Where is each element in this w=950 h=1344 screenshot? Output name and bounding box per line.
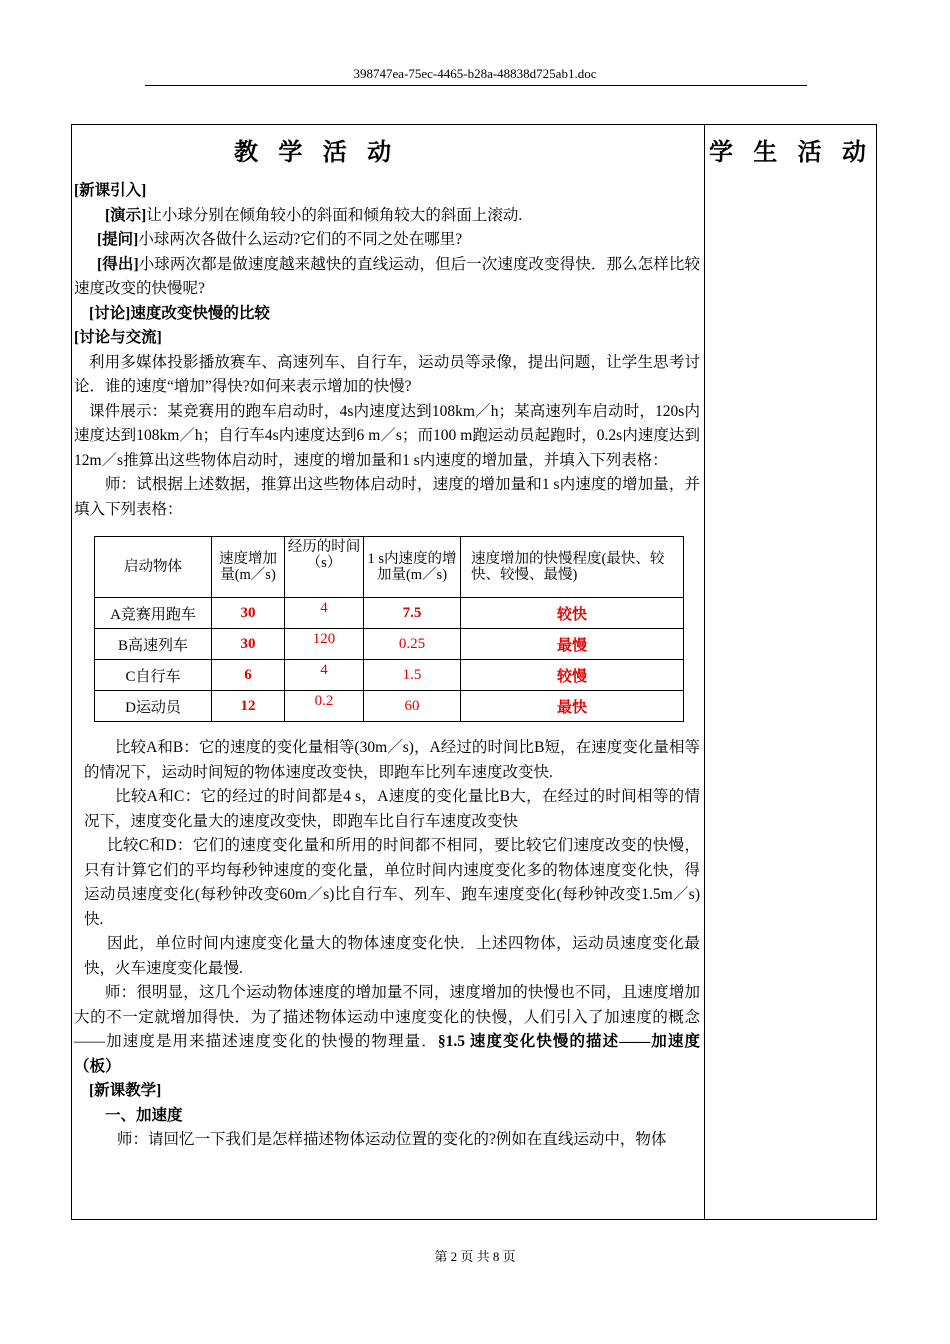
compare-cd-paragraph: 比较C和D：它们的速度变化量和所用的时间都不相同，要比较它们速度改变的快慢，只有计算它们的平均每秒钟速度的变化量，单位时间内速度变化多的物体速度变化快，得运动员速度变化(每秒钟改变60m／s)比自行车、列车、跑车速度变化(每秒钟改变1.5m／s)快. — [84, 837, 700, 928]
demo-text: 让小球分别在倾角较小的斜面和倾角较大的斜面上滚动. — [146, 206, 523, 224]
header-speed-increase: 速度增加量(m／s) — [212, 537, 285, 598]
recall-paragraph: 师：请回忆一下我们是怎样描述物体运动位置的变化的?例如在直线运动中，物体 — [117, 1131, 667, 1148]
student-activity-column — [705, 125, 876, 1219]
cell-object: D运动员 — [95, 691, 212, 722]
document-filename: 398747ea-75ec-4465-b28a-48838d725ab1.doc — [353, 66, 597, 81]
demo-paragraph — [74, 204, 700, 229]
conclusion-tag: [得出] — [97, 255, 139, 273]
table-header-row — [95, 537, 684, 598]
teacher-activity-column — [72, 125, 704, 1219]
section-title-acceleration: §1.5 速度变化快慢的描述——加速度（板） — [74, 1033, 700, 1075]
summary-paragraph: 因此，单位时间内速度变化量大的物体速度变化快．上述四物体，运动员速度变化最快，火车速度变化最慢. — [84, 935, 700, 977]
table-row — [95, 660, 684, 691]
cell-per-second: 1.5 — [364, 660, 461, 691]
table-row — [95, 598, 684, 629]
teacher-explanation-paragraph — [74, 981, 700, 1079]
cell-time: 4 — [285, 660, 364, 691]
cell-degree: 最快 — [461, 691, 684, 722]
teacher-activity-title: 教 学 活 动 — [234, 138, 398, 166]
question-text: 小球两次各做什么运动?它们的不同之处在哪里? — [138, 231, 463, 248]
multimedia-paragraph: 利用多媒体投影播放赛车、高速列车、自行车，运动员等录像，提出问题，让学生思考讨论．谁的速度“增加”得快?如何来表示增加的快慢? — [74, 353, 700, 395]
cell-degree: 较快 — [461, 598, 684, 629]
cell-per-second: 60 — [364, 691, 461, 722]
table-row — [95, 629, 684, 660]
header-rate-degree: 速度增加的快慢程度(最快、较快、较慢、最慢) — [461, 537, 684, 598]
cell-speed-increase: 12 — [212, 691, 285, 722]
section-intro-label: [新课引入] — [74, 182, 147, 199]
cell-degree: 较慢 — [461, 660, 684, 691]
discussion-heading: [讨论]速度改变快慢的比较 — [89, 304, 270, 322]
question-paragraph — [74, 228, 700, 253]
header-object: 启动物体 — [95, 537, 212, 598]
acceleration-heading: 一、加速度 — [105, 1106, 183, 1124]
cell-time: 0.2 — [285, 691, 364, 722]
conclusion-text: 小球两次都是做速度越来越快的直线运动，但后一次速度改变得快．那么怎样比较速度改变的快慢呢? — [74, 255, 700, 297]
cell-speed-increase: 30 — [212, 629, 285, 660]
header-per-second-increase: 1 s内速度的增加量(m／s) — [364, 537, 461, 598]
demo-tag: [演示] — [105, 206, 147, 224]
cell-per-second: 0.25 — [364, 629, 461, 660]
cell-speed-increase: 30 — [212, 598, 285, 629]
cell-object: B高速列车 — [95, 629, 212, 660]
cell-time: 4 — [285, 598, 364, 629]
lesson-table — [71, 124, 877, 1220]
conclusion-paragraph — [74, 253, 700, 302]
cell-time: 120 — [285, 629, 364, 660]
explanation-text: 师：很明显，这几个运动物体速度的增加量不同，速度增加的快慢也不同，且速度增加大的不一定就增加得快．为了描述物体运动中速度变化的快慢，人们引入了加速度的概念——加速度是用来描述速度变化的快慢的物理量． — [74, 984, 700, 1050]
cell-per-second: 7.5 — [364, 598, 461, 629]
header-time: 经历的时间（s） — [285, 537, 364, 598]
cell-object: A竞赛用跑车 — [95, 598, 212, 629]
cell-object: C自行车 — [95, 660, 212, 691]
table-row — [95, 691, 684, 722]
cell-degree: 最慢 — [461, 629, 684, 660]
discussion-exchange-label: [讨论与交流] — [74, 329, 162, 346]
compare-ac-paragraph: 比较A和C：它的经过的时间都是4 s，A速度的变化量比B大，在经过的时间相等的情况下，速度变化量大的速度改变快，即跑车比自行车速度改变快 — [84, 788, 700, 830]
header-rule — [145, 85, 807, 86]
teacher-instruction-paragraph: 师：试根据上述数据，推算出这些物体启动时，速度的增加量和1 s内速度的增加量，并填入下列表格： — [74, 476, 700, 518]
speed-comparison-table — [94, 536, 684, 722]
question-tag: [提问] — [97, 231, 139, 248]
cell-speed-increase: 6 — [212, 660, 285, 691]
compare-ab-paragraph: 比较A和B：它的速度的变化量相等(30m／s)，A经过的时间比B短，在速度变化量相等的情况下，运动时间短的物体速度改变快，即跑车比列车速度改变快. — [84, 739, 700, 781]
student-activity-title: 学 生 活 动 — [708, 138, 873, 166]
new-lesson-label: [新课教学] — [89, 1082, 162, 1099]
page-number: 第 2 页 共 8 页 — [434, 1249, 516, 1264]
courseware-paragraph: 课件展示：某竞赛用的跑车启动时，4s内速度达到108km／h；某高速列车启动时，120s内速度达到108km／h；自行车4s内速度达到6 m／s；而100 m跑运动员起跑时，0.2s内速度达到12m／s推算出这些物体启动时，速度的增加量和1 s内速度的增加量，并填入下列表格： — [74, 402, 700, 469]
